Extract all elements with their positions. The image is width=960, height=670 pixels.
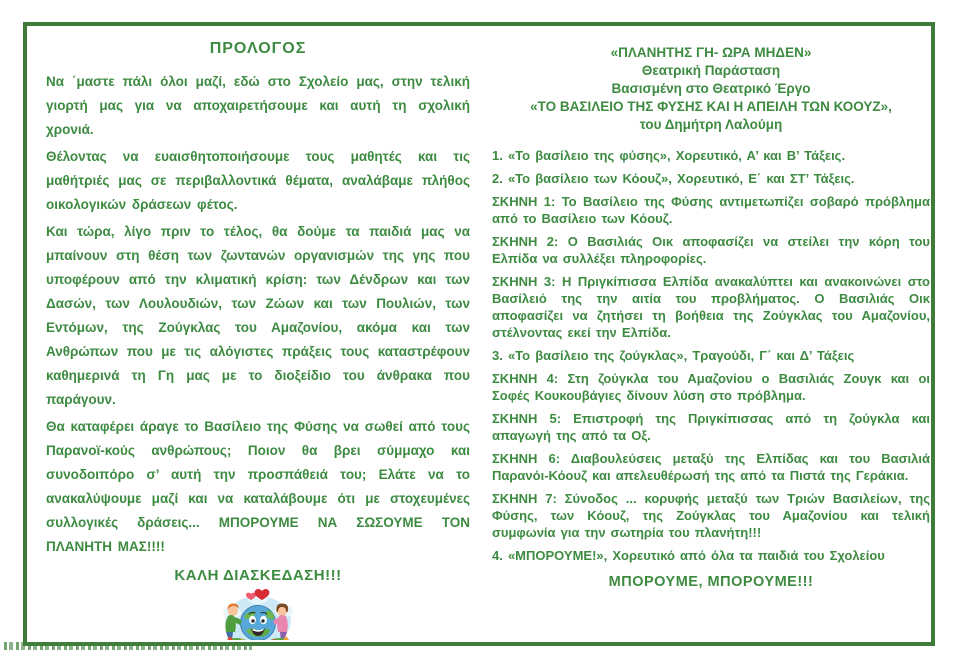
- scene-7: ΣΚΗΝΗ 7: Σύνοδος ... κορυφής μεταξύ των Τριών Βασιλείων, της Φύσης, των Κόουζ, της Ζούγκλας του Αμαζονίου και τελική συμφωνία για την σωτηρία του πλανήτη!!!: [492, 491, 930, 540]
- prologue-paragraph: Να ΄μαστε πάλι όλοι μαζί, εδώ στο Σχολείο μας, στην τελική γιορτή μας για να αποχαιρετήσουμε και αυτή τη σχολική χρονιά.: [46, 74, 470, 137]
- program-column: [492, 44, 930, 640]
- scene-2: ΣΚΗΝΗ 2: Ο Βασιλιάς Οικ αποφασίζει να στείλει την κόρη του Ελπίδα να συλλέξει πληροφορίες.: [492, 234, 930, 266]
- scene-4: ΣΚΗΝΗ 4: Στη ζούγκλα του Αμαζονίου ο Βασιλιάς Ζουγκ και οι Σοφές Κουκουβάγιες δίνουν λύση στο πρόβλημα.: [492, 371, 930, 403]
- scene-1: ΣΚΗΝΗ 1: Το Βασίλειο της Φύσης αντιμετωπίζει σοβαρό πρόβλημα από το Βασίλειο των Κόουζ.: [492, 194, 930, 226]
- play-title: «ΠΛΑΝΗΤΗΣ ΓΗ- ΩΡΑ ΜΗΔΕΝ»: [610, 45, 812, 60]
- prologue-paragraph: Θα καταφέρει άραγε το Βασίλειο της Φύσης να σωθεί από τους Παρανοϊ-κούς ανθρώπους; Ποιον θα βρει σύμμαχο και συνοδοιπόρο σ’ αυτή την προσπάθειά του; Ελάτε να το ανακαλύψουμε μαζί και να καταλάβουμε ότι με στοχευμένες συλλογικές δράσεις... ΜΠΟΡΟΥΜΕ ΝΑ ΣΩΣΟΥΜΕ ΤΟΝ ΠΛΑΝΗΤΗ ΜΑΣ!!!!: [46, 419, 470, 554]
- closing-wish: ΚΑΛΗ ΔΙΑΣΚΕΔΑΣΗ!!!: [174, 567, 342, 584]
- children-earth-illustration: [218, 587, 298, 640]
- scene-6: ΣΚΗΝΗ 6: Διαβουλεύσεις μεταξύ της Ελπίδας και του Βασιλιά Παρανόι-Κόουζ και απελευθέρωσή της από τα Πιστά της Γεράκια.: [492, 451, 930, 483]
- program-item-3: 3. «Το βασίλειο της ζούγκλας», Τραγούδι, Γ΄ και Δ’ Τάξεις: [492, 348, 855, 363]
- program-item-4: 4. «ΜΠΟΡΟΥΜΕ!», Χορευτικό από όλα τα παιδιά του Σχολείου: [492, 548, 885, 563]
- finale-chant: ΜΠΟΡΟΥΜΕ, ΜΠΟΡΟΥΜΕ!!!: [608, 574, 814, 590]
- watermark-strip: [4, 642, 252, 650]
- illustration-container: [46, 587, 470, 640]
- program-item-2: 2. «Το βασίλειο των Κόουζ», Χορευτικό, Ε΄ και ΣΤ’ Τάξεις.: [492, 171, 855, 186]
- scene-3: ΣΚΗΝΗ 3: Η Πριγκίπισσα Ελπίδα ανακαλύπτει και ανακοινώνει στο Βασίλειό της την αιτία του προβλήματος. Ο Βασιλιάς Οικ αποφασίζει να ζητήσει τη βοήθεια της Ζούγκλας του Αμαζονίου, στέλνοντας εκεί την Ελπίδα.: [492, 274, 930, 340]
- play-based-on: Βασισμένη στο Θεατρικό Έργο: [611, 81, 811, 96]
- prologue-heading: ΠΡΟΛΟΓΟΣ: [209, 40, 307, 57]
- scene-5: ΣΚΗΝΗ 5: Επιστροφή της Πριγκίπισσας από τη ζούγκλα και απαγωγή της από τα Οξ.: [492, 411, 930, 443]
- play-author: του Δημήτρη Λαλούμη: [639, 117, 783, 132]
- prologue-paragraph: Και τώρα, λίγο πριν το τέλος, θα δούμε τα παιδιά μας να μπαίνουν στη θέση των ζωντανών οργανισμών της γης που υποφέρουν από την κλιματική κρίση: των Δένδρων και των Δασών, των Λουλουδιών, των Ζώων και των Πουλιών, των Εντόμων, της Ζούγκλας του Αμαζονίου, ακόμα και των Ανθρώπων που με τις αλόγιστες πράξεις τους καταστρέφουν καθημερινά τη Γη μας με το διοξείδιο του άνθρακα που παράγουν.: [46, 224, 470, 407]
- prologue-paragraph: Θέλοντας να ευαισθητοποιήσουμε τους μαθητές και τις μαθήτριές μας σε περιβαλλοντικά θέματα, αναλάβαμε πλήθος οικολογικών δράσεων φέτος.: [46, 149, 470, 212]
- play-original-work: «ΤΟ ΒΑΣΙΛΕΙΟ ΤΗΣ ΦΥΣΗΣ ΚΑΙ Η ΑΠΕΙΛΗ ΤΩΝ ΚΟΟΥΖ»,: [530, 99, 892, 114]
- prologue-column: [46, 40, 470, 640]
- program-item-1: 1. «Το βασίλειο της φύσης», Χορευτικό, Α’ και Β’ Τάξεις.: [492, 148, 846, 163]
- play-subtitle: Θεατρική Παράσταση: [641, 63, 781, 78]
- program-list: [492, 147, 930, 564]
